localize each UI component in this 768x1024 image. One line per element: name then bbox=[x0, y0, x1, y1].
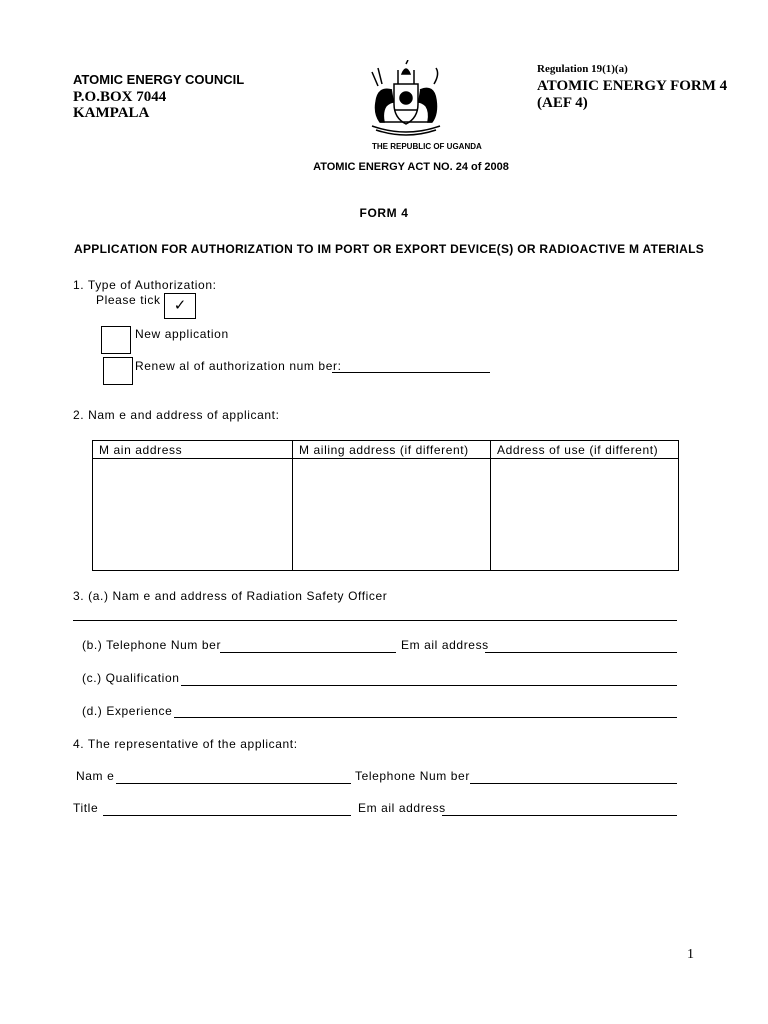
section3-title: 3. (a.) Nam e and address of Radiation Safety Officer bbox=[73, 589, 388, 603]
section2-title: 2. Nam e and address of applicant: bbox=[73, 408, 280, 422]
new-application-checkbox[interactable] bbox=[101, 326, 131, 354]
applicant-address-table bbox=[92, 440, 679, 571]
main-address-cell[interactable] bbox=[93, 459, 293, 571]
city: KAMPALA bbox=[73, 105, 150, 121]
rso-name-address-field[interactable] bbox=[73, 620, 677, 621]
rso-email-field[interactable] bbox=[485, 652, 677, 653]
org-name: ATOMIC ENERGY COUNCIL bbox=[73, 72, 245, 87]
rso-telephone-field[interactable] bbox=[220, 652, 396, 653]
rso-email-label: Em ail address bbox=[401, 638, 489, 652]
form-title: ATOMIC ENERGY FORM 4 bbox=[537, 78, 728, 94]
tick-example-box bbox=[164, 293, 196, 319]
rep-telephone-label: Telephone Num ber bbox=[355, 769, 470, 783]
section4-title: 4. The representative of the applicant: bbox=[73, 737, 298, 751]
rso-experience-field[interactable] bbox=[174, 717, 677, 718]
mailing-address-cell[interactable] bbox=[293, 459, 491, 571]
please-tick-label: Please tick bbox=[96, 293, 161, 307]
rso-telephone-label: (b.) Telephone Num ber bbox=[82, 638, 222, 652]
rep-name-field[interactable] bbox=[116, 783, 351, 784]
rso-qualification-field[interactable] bbox=[181, 685, 677, 686]
form-code: (AEF 4) bbox=[537, 95, 588, 111]
rep-telephone-field[interactable] bbox=[470, 783, 677, 784]
form-heading: FORM 4 bbox=[359, 206, 409, 220]
address-of-use-header: Address of use (if different) bbox=[491, 441, 679, 459]
application-title: APPLICATION FOR AUTHORIZATION TO IM PORT OR EXPORT DEVICE(S) OR RADIOACTIVE M ATERIALS bbox=[74, 242, 705, 256]
renewal-checkbox[interactable] bbox=[103, 357, 133, 385]
act-reference: ATOMIC ENERGY ACT NO. 24 of 2008 bbox=[313, 161, 509, 173]
address-of-use-cell[interactable] bbox=[491, 459, 679, 571]
section1-title: 1. Type of Authorization: bbox=[73, 278, 217, 292]
renewal-number-field[interactable] bbox=[332, 372, 490, 373]
rso-qualification-label: (c.) Qualification bbox=[82, 671, 180, 685]
rep-email-label: Em ail address bbox=[358, 801, 446, 815]
rso-experience-label: (d.) Experience bbox=[82, 704, 173, 718]
coat-of-arms-emblem bbox=[364, 60, 448, 140]
rep-name-label: Nam e bbox=[76, 769, 115, 783]
page-number: 1 bbox=[687, 947, 694, 962]
rep-title-label: Title bbox=[73, 801, 99, 815]
renewal-label: Renew al of authorization num ber: bbox=[135, 359, 342, 373]
mailing-address-header: M ailing address (if different) bbox=[293, 441, 491, 459]
new-application-label: New application bbox=[135, 327, 229, 341]
main-address-header: M ain address bbox=[93, 441, 293, 459]
po-box: P.O.BOX 7044 bbox=[73, 89, 167, 105]
rep-title-field[interactable] bbox=[103, 815, 351, 816]
republic-label: THE REPUBLIC OF UGANDA bbox=[372, 142, 482, 151]
rep-email-field[interactable] bbox=[442, 815, 677, 816]
check-icon: ✓ bbox=[173, 297, 187, 314]
regulation-ref: Regulation 19(1)(a) bbox=[537, 63, 628, 75]
